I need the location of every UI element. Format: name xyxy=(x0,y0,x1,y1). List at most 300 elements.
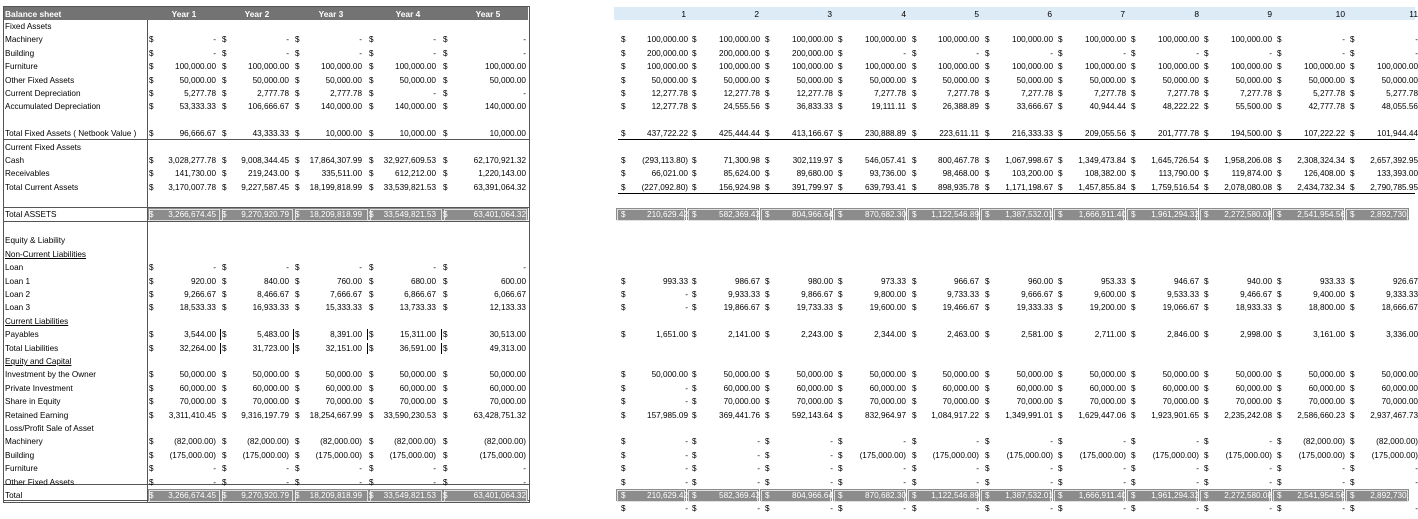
cell-value[interactable]: - xyxy=(1050,48,1053,58)
cell-value[interactable]: - xyxy=(1415,477,1418,487)
cell-value[interactable]: 30,513.00 xyxy=(489,330,526,340)
cell-value[interactable]: 50,000.00 xyxy=(325,75,362,85)
cell-value[interactable]: - xyxy=(685,504,688,514)
cell-value[interactable]: - xyxy=(757,464,760,474)
cell-value[interactable]: - xyxy=(757,450,760,460)
cell-value[interactable]: 50,000.00 xyxy=(1016,75,1053,85)
cell-value[interactable]: 60,000.00 xyxy=(252,383,289,393)
cell-value[interactable]: - xyxy=(830,464,833,474)
cell-value[interactable]: 926.67 xyxy=(1392,276,1418,286)
cell-value[interactable]: 50,000.00 xyxy=(1162,370,1199,380)
cell-value[interactable]: 50,000.00 xyxy=(325,370,362,380)
cell-value[interactable]: - xyxy=(286,263,289,273)
cell-value[interactable]: 50,000.00 xyxy=(179,370,216,380)
cell-value[interactable]: 100,000.00 xyxy=(1085,35,1126,45)
cell-value[interactable]: (175,000.00) xyxy=(315,450,362,460)
cell-value[interactable]: (293,113.80) xyxy=(642,156,688,165)
cell-value[interactable]: 60,000.00 xyxy=(399,383,436,393)
cell-value[interactable]: 1,084,917.22 xyxy=(931,410,979,420)
cell-value[interactable]: 2,541,954.56 xyxy=(1297,491,1345,500)
cell-value[interactable]: 1,961,294.32 xyxy=(1151,209,1199,219)
cell-value[interactable]: 18,800.00 xyxy=(1308,303,1345,313)
cell-value[interactable]: 2,777.78 xyxy=(257,89,289,98)
cell-value[interactable]: 413,166.67 xyxy=(792,129,833,139)
cell-value[interactable]: 1,457,855.84 xyxy=(1078,182,1126,192)
cell-value[interactable]: 5,483.00 xyxy=(257,330,289,340)
cell-value[interactable]: 100,000.00 xyxy=(485,62,526,72)
cell-value[interactable]: 194,500.00 xyxy=(1231,129,1272,139)
cell-value[interactable]: 5,277.78 xyxy=(184,89,216,98)
cell-value[interactable]: 96,666.67 xyxy=(179,129,216,139)
cell-value[interactable]: 2,777.78 xyxy=(330,89,362,98)
cell-value[interactable]: 50,000.00 xyxy=(723,370,760,380)
cell-value[interactable]: - xyxy=(286,35,289,45)
cell-value[interactable]: 1,666,911.40 xyxy=(1078,209,1126,219)
cell-value[interactable]: (82,000.00) xyxy=(247,437,289,447)
cell-value[interactable]: 1,067,998.67 xyxy=(1005,156,1053,165)
cell-value[interactable]: - xyxy=(830,437,833,447)
cell-value[interactable]: - xyxy=(433,477,436,487)
cell-value[interactable]: 7,277.78 xyxy=(947,89,979,98)
cell-value[interactable]: 980.00 xyxy=(807,276,833,286)
cell-value[interactable]: 100,000.00 xyxy=(647,62,688,72)
cell-value[interactable]: 63,401,064.32 xyxy=(473,209,526,219)
cell-value[interactable]: 600.00 xyxy=(500,276,526,286)
cell-value[interactable]: 126,408.00 xyxy=(1304,169,1345,179)
cell-value[interactable]: (82,000.00) xyxy=(174,437,216,447)
cell-value[interactable]: 2,434,732.34 xyxy=(1297,182,1345,192)
cell-value[interactable]: 1,220,143.00 xyxy=(478,169,526,179)
cell-value[interactable]: 107,222.22 xyxy=(1304,129,1345,139)
cell-value[interactable]: - xyxy=(433,263,436,273)
cell-value[interactable]: 7,277.78 xyxy=(1240,89,1272,98)
cell-value[interactable]: 437,722.22 xyxy=(647,129,688,139)
cell-value[interactable]: 9,733.33 xyxy=(947,290,979,299)
cell-value[interactable]: 100,000.00 xyxy=(865,35,906,45)
cell-value[interactable]: 60,000.00 xyxy=(325,383,362,393)
cell-value[interactable]: 63,428,751.32 xyxy=(473,410,526,420)
cell-value[interactable]: - xyxy=(213,263,216,273)
cell-value[interactable]: 50,000.00 xyxy=(1235,75,1272,85)
cell-value[interactable]: 70,000.00 xyxy=(1089,397,1126,407)
cell-value[interactable]: 100,000.00 xyxy=(1012,62,1053,72)
cell-value[interactable]: 3,028,277.78 xyxy=(168,156,216,165)
cell-value[interactable]: 6,866.67 xyxy=(404,290,436,299)
cell-value[interactable]: - xyxy=(523,477,526,487)
cell-value[interactable]: 2,078,080.08 xyxy=(1224,182,1272,192)
cell-value[interactable]: 800,467.78 xyxy=(938,156,979,165)
cell-value[interactable]: 140,000.00 xyxy=(485,102,526,112)
cell-value[interactable]: 36,833.33 xyxy=(796,102,833,112)
cell-value[interactable]: 108,382.00 xyxy=(1085,169,1126,179)
cell-value[interactable]: - xyxy=(1123,504,1126,514)
cell-value[interactable]: 141,730.00 xyxy=(175,169,216,179)
cell-value[interactable]: (175,000.00) xyxy=(389,450,436,460)
cell-value[interactable]: 946.67 xyxy=(1173,276,1199,286)
cell-value[interactable]: 870,682.30 xyxy=(865,491,906,500)
cell-value[interactable]: 71,300.98 xyxy=(723,156,760,165)
cell-value[interactable]: 10,000.00 xyxy=(325,129,362,139)
cell-value[interactable]: - xyxy=(685,303,688,313)
cell-value[interactable]: 425,444.44 xyxy=(719,129,760,139)
cell-value[interactable]: 2,846.00 xyxy=(1167,330,1199,340)
cell-value[interactable]: 7,277.78 xyxy=(1167,89,1199,98)
cell-value[interactable]: - xyxy=(685,397,688,407)
cell-value[interactable]: 12,277.78 xyxy=(723,89,760,98)
cell-value[interactable]: 8,466.67 xyxy=(257,290,289,299)
cell-value[interactable]: 18,533.33 xyxy=(179,303,216,313)
cell-value[interactable]: 12,277.78 xyxy=(796,89,833,98)
cell-value[interactable]: 9,800.00 xyxy=(874,290,906,299)
cell-value[interactable]: - xyxy=(1123,437,1126,447)
cell-value[interactable]: 55,500.00 xyxy=(1235,102,1272,112)
cell-value[interactable]: 13,733.33 xyxy=(399,303,436,313)
cell-value[interactable]: 100,000.00 xyxy=(865,62,906,72)
cell-value[interactable]: 33,539,821.53 xyxy=(383,182,436,192)
cell-value[interactable]: 100,000.00 xyxy=(719,62,760,72)
cell-value[interactable]: 100,000.00 xyxy=(175,62,216,72)
cell-value[interactable]: 3,161.00 xyxy=(1313,330,1345,340)
cell-value[interactable]: 3,266,674.45 xyxy=(168,491,216,500)
cell-value[interactable]: 210,629.42 xyxy=(647,491,688,500)
cell-value[interactable]: 1,387,532.01 xyxy=(1005,491,1053,500)
cell-value[interactable]: 50,000.00 xyxy=(252,75,289,85)
cell-value[interactable]: - xyxy=(685,437,688,447)
cell-value[interactable]: 98,468.00 xyxy=(942,169,979,179)
cell-value[interactable]: 50,000.00 xyxy=(179,75,216,85)
cell-value[interactable]: 1,961,294.32 xyxy=(1151,491,1199,500)
cell-value[interactable]: 70,000.00 xyxy=(1235,397,1272,407)
cell-value[interactable]: 804,966.64 xyxy=(792,209,833,219)
cell-value[interactable]: 9,266.67 xyxy=(184,290,216,299)
cell-value[interactable]: 3,170,007.78 xyxy=(168,182,216,192)
cell-value[interactable]: 85,624.00 xyxy=(723,169,760,179)
cell-value[interactable]: - xyxy=(433,35,436,45)
cell-value[interactable]: 230,888.89 xyxy=(865,129,906,139)
cell-value[interactable]: 19,600.00 xyxy=(869,303,906,313)
cell-value[interactable]: (82,000.00) xyxy=(394,437,436,447)
cell-value[interactable]: 15,311.00 xyxy=(400,330,436,340)
cell-value[interactable]: - xyxy=(359,464,362,474)
cell-value[interactable]: 804,966.64 xyxy=(792,491,833,500)
cell-value[interactable]: 50,000.00 xyxy=(1381,370,1418,380)
cell-value[interactable]: 70,000.00 xyxy=(942,397,979,407)
cell-value[interactable]: (175,000.00) xyxy=(932,450,979,460)
cell-value[interactable]: 50,000.00 xyxy=(1235,370,1272,380)
cell-value[interactable]: - xyxy=(359,477,362,487)
cell-value[interactable]: 9,400.00 xyxy=(1313,290,1345,299)
cell-value[interactable]: 2,892,730.40 xyxy=(1370,209,1418,219)
cell-value[interactable]: - xyxy=(1342,35,1345,45)
cell-value[interactable]: 49,313.00 xyxy=(489,343,526,353)
cell-value[interactable]: - xyxy=(1050,464,1053,474)
cell-value[interactable]: - xyxy=(1342,504,1345,514)
cell-value[interactable]: 50,000.00 xyxy=(869,75,906,85)
cell-value[interactable]: 612,212.00 xyxy=(395,169,436,179)
cell-value[interactable]: 50,000.00 xyxy=(651,75,688,85)
cell-value[interactable]: 5,277.78 xyxy=(1386,89,1418,98)
cell-value[interactable]: 1,387,532.01 xyxy=(1005,209,1053,219)
cell-value[interactable]: 973.33 xyxy=(880,276,906,286)
cell-value[interactable]: 9,316,197.79 xyxy=(241,410,289,420)
cell-value[interactable]: 36,591.00 xyxy=(399,343,436,353)
cell-value[interactable]: 156,924.98 xyxy=(719,182,760,192)
cell-value[interactable]: 10,000.00 xyxy=(399,129,436,139)
cell-value[interactable]: 50,000.00 xyxy=(1308,370,1345,380)
cell-value[interactable]: - xyxy=(685,450,688,460)
cell-value[interactable]: 50,000.00 xyxy=(869,370,906,380)
cell-value[interactable]: 50,000.00 xyxy=(796,75,833,85)
cell-value[interactable]: 200,000.00 xyxy=(647,48,688,58)
cell-value[interactable]: 100,000.00 xyxy=(248,62,289,72)
cell-value[interactable]: 680.00 xyxy=(410,276,436,286)
cell-value[interactable]: 9,270,920.79 xyxy=(241,209,289,219)
cell-value[interactable]: 2,243.00 xyxy=(801,330,833,340)
cell-value[interactable]: 1,349,473.84 xyxy=(1078,156,1126,165)
cell-value[interactable]: 48,222.22 xyxy=(1162,102,1199,112)
cell-value[interactable]: 50,000.00 xyxy=(1016,370,1053,380)
cell-value[interactable]: 7,666.67 xyxy=(330,290,362,299)
cell-value[interactable]: 582,369.43 xyxy=(719,491,760,500)
cell-value[interactable]: (175,000.00) xyxy=(859,450,906,460)
cell-value[interactable]: 1,651.00 xyxy=(656,330,688,340)
cell-value[interactable]: 60,000.00 xyxy=(796,383,833,393)
cell-value[interactable]: - xyxy=(976,464,979,474)
cell-value[interactable]: - xyxy=(830,477,833,487)
cell-value[interactable]: - xyxy=(976,477,979,487)
cell-value[interactable]: - xyxy=(1415,35,1418,45)
cell-value[interactable]: - xyxy=(213,48,216,58)
cell-value[interactable]: - xyxy=(1415,504,1418,514)
cell-value[interactable]: - xyxy=(685,290,688,299)
cell-value[interactable]: 70,000.00 xyxy=(723,397,760,407)
cell-value[interactable]: 60,000.00 xyxy=(1308,383,1345,393)
cell-value[interactable]: 2,581.00 xyxy=(1021,330,1053,340)
cell-value[interactable]: 1,666,911.40 xyxy=(1078,491,1126,500)
cell-value[interactable]: 19,111.11 xyxy=(871,102,906,112)
cell-value[interactable]: 9,227,587.45 xyxy=(241,182,289,192)
cell-value[interactable]: 19,200.00 xyxy=(1089,303,1126,313)
cell-value[interactable]: 70,000.00 xyxy=(1381,397,1418,407)
cell-value[interactable]: 592,143.64 xyxy=(792,410,833,420)
cell-value[interactable]: 1,122,546.89 xyxy=(931,491,979,500)
cell-value[interactable]: - xyxy=(830,504,833,514)
cell-value[interactable]: 391,799.97 xyxy=(792,182,833,192)
cell-value[interactable]: 140,000.00 xyxy=(395,102,436,112)
cell-value[interactable]: 100,000.00 xyxy=(395,62,436,72)
cell-value[interactable]: 33,549,821.53 xyxy=(383,491,436,500)
cell-value[interactable]: - xyxy=(903,477,906,487)
cell-value[interactable]: 43,333.33 xyxy=(252,129,289,139)
cell-value[interactable]: 7,277.78 xyxy=(1094,89,1126,98)
cell-value[interactable]: 216,333.33 xyxy=(1012,129,1053,139)
cell-value[interactable]: 3,266,674.45 xyxy=(168,209,216,219)
cell-value[interactable]: 12,133.33 xyxy=(489,303,526,313)
cell-value[interactable]: (175,000.00) xyxy=(242,450,289,460)
cell-value[interactable]: 9,866.67 xyxy=(801,290,833,299)
cell-value[interactable]: 19,733.33 xyxy=(796,303,833,313)
cell-value[interactable]: - xyxy=(976,48,979,58)
cell-value[interactable]: - xyxy=(1342,464,1345,474)
cell-value[interactable]: (82,000.00) xyxy=(484,437,526,447)
cell-value[interactable]: 50,000.00 xyxy=(1308,75,1345,85)
cell-value[interactable]: 840.00 xyxy=(263,276,289,286)
cell-value[interactable]: 19,466.67 xyxy=(942,303,979,313)
cell-value[interactable]: - xyxy=(523,48,526,58)
cell-value[interactable]: 3,544.00 xyxy=(184,330,216,340)
cell-value[interactable]: 2,586,660.23 xyxy=(1297,410,1345,420)
cell-value[interactable]: 106,666.67 xyxy=(248,102,289,112)
cell-value[interactable]: 100,000.00 xyxy=(938,62,979,72)
cell-value[interactable]: 7,277.78 xyxy=(1021,89,1053,98)
cell-value[interactable]: - xyxy=(359,48,362,58)
cell-value[interactable]: - xyxy=(1269,464,1272,474)
cell-value[interactable]: 50,000.00 xyxy=(723,75,760,85)
cell-value[interactable]: 32,264.00 xyxy=(179,343,216,353)
cell-value[interactable]: 9,933.33 xyxy=(728,290,760,299)
cell-value[interactable]: - xyxy=(685,477,688,487)
cell-value[interactable]: - xyxy=(1269,477,1272,487)
cell-value[interactable]: 15,333.33 xyxy=(325,303,362,313)
cell-value[interactable]: - xyxy=(523,464,526,474)
cell-value[interactable]: 32,151.00 xyxy=(325,343,362,353)
cell-value[interactable]: 2,657,392.95 xyxy=(1370,156,1418,165)
cell-value[interactable]: - xyxy=(359,263,362,273)
cell-value[interactable]: 1,171,198.67 xyxy=(1005,182,1053,192)
cell-value[interactable]: 48,055.56 xyxy=(1381,102,1418,112)
cell-value[interactable]: 9,600.00 xyxy=(1094,290,1126,299)
cell-value[interactable]: 60,000.00 xyxy=(869,383,906,393)
cell-value[interactable]: 63,401,064.32 xyxy=(473,491,526,500)
cell-value[interactable]: 100,000.00 xyxy=(792,35,833,45)
cell-value[interactable]: 920.00 xyxy=(190,276,216,286)
cell-value[interactable]: - xyxy=(1196,504,1199,514)
cell-value[interactable]: 2,272,580.08 xyxy=(1224,491,1272,500)
cell-value[interactable]: 89,680.00 xyxy=(796,169,833,179)
cell-value[interactable]: 2,235,242.08 xyxy=(1224,410,1272,420)
cell-value[interactable]: 60,000.00 xyxy=(179,383,216,393)
cell-value[interactable]: - xyxy=(433,464,436,474)
cell-value[interactable]: - xyxy=(433,48,436,58)
cell-value[interactable]: - xyxy=(286,477,289,487)
cell-value[interactable]: - xyxy=(1123,48,1126,58)
cell-value[interactable]: 50,000.00 xyxy=(1381,75,1418,85)
cell-value[interactable]: - xyxy=(1269,48,1272,58)
cell-value[interactable]: - xyxy=(213,35,216,45)
cell-value[interactable]: 2,937,467.73 xyxy=(1370,410,1418,420)
cell-value[interactable]: 209,055.56 xyxy=(1085,129,1126,139)
cell-value[interactable]: 9,008,344.45 xyxy=(241,156,289,165)
cell-value[interactable]: 1,349,991.01 xyxy=(1005,410,1053,420)
cell-value[interactable]: 9,666.67 xyxy=(1021,290,1053,299)
cell-value[interactable]: (175,000.00) xyxy=(1152,450,1199,460)
cell-value[interactable]: - xyxy=(1269,437,1272,447)
cell-value[interactable]: 223,611.11 xyxy=(939,129,979,139)
cell-value[interactable]: 100,000.00 xyxy=(321,62,362,72)
cell-value[interactable]: - xyxy=(903,464,906,474)
cell-value[interactable]: - xyxy=(359,35,362,45)
cell-value[interactable]: - xyxy=(685,383,688,393)
cell-value[interactable]: 100,000.00 xyxy=(1304,62,1345,72)
cell-value[interactable]: - xyxy=(757,504,760,514)
cell-value[interactable]: 33,666.67 xyxy=(1016,102,1053,112)
cell-value[interactable]: 50,000.00 xyxy=(399,370,436,380)
cell-value[interactable]: 2,892,730.40 xyxy=(1370,491,1418,500)
cell-value[interactable]: - xyxy=(976,504,979,514)
cell-value[interactable]: 100,000.00 xyxy=(1377,62,1418,72)
cell-value[interactable]: 100,000.00 xyxy=(1085,62,1126,72)
cell-value[interactable]: 70,000.00 xyxy=(869,397,906,407)
cell-value[interactable]: 100,000.00 xyxy=(938,35,979,45)
cell-value[interactable]: 1,958,206.08 xyxy=(1224,156,1272,165)
cell-value[interactable]: 100,000.00 xyxy=(1231,62,1272,72)
cell-value[interactable]: - xyxy=(903,437,906,447)
cell-value[interactable]: 986.67 xyxy=(734,276,760,286)
cell-value[interactable]: 302,119.97 xyxy=(792,156,833,165)
cell-value[interactable]: (175,000.00) xyxy=(1371,450,1418,460)
cell-value[interactable]: 993.33 xyxy=(662,276,688,286)
cell-value[interactable]: 50,000.00 xyxy=(942,75,979,85)
cell-value[interactable]: 898,935.78 xyxy=(938,182,979,192)
cell-value[interactable]: 103,200.00 xyxy=(1012,169,1053,179)
cell-value[interactable]: 17,864,307.99 xyxy=(309,156,362,165)
cell-value[interactable]: 201,777.78 xyxy=(1158,129,1199,139)
cell-value[interactable]: 639,793.41 xyxy=(865,182,906,192)
cell-value[interactable]: 62,170,921.32 xyxy=(473,156,526,165)
cell-value[interactable]: 966.67 xyxy=(953,276,979,286)
cell-value[interactable]: 18,199,818.99 xyxy=(309,182,362,192)
cell-value[interactable]: 70,000.00 xyxy=(489,397,526,407)
cell-value[interactable]: 70,000.00 xyxy=(252,397,289,407)
cell-value[interactable]: - xyxy=(1415,464,1418,474)
cell-value[interactable]: (82,000.00) xyxy=(1376,437,1418,447)
cell-value[interactable]: - xyxy=(523,35,526,45)
cell-value[interactable]: - xyxy=(433,89,436,98)
cell-value[interactable]: - xyxy=(213,477,216,487)
cell-value[interactable]: 60,000.00 xyxy=(489,383,526,393)
cell-value[interactable]: 7,277.78 xyxy=(874,89,906,98)
cell-value[interactable]: - xyxy=(685,464,688,474)
cell-value[interactable]: 953.33 xyxy=(1100,276,1126,286)
cell-value[interactable]: 200,000.00 xyxy=(719,48,760,58)
cell-value[interactable]: 2,541,954.56 xyxy=(1297,209,1345,219)
cell-value[interactable]: 335,511.00 xyxy=(321,169,362,179)
cell-value[interactable]: 832,964.97 xyxy=(865,410,906,420)
cell-value[interactable]: 960.00 xyxy=(1027,276,1053,286)
cell-value[interactable]: (175,000.00) xyxy=(1079,450,1126,460)
cell-value[interactable]: 18,933.33 xyxy=(1235,303,1272,313)
cell-value[interactable]: - xyxy=(1196,437,1199,447)
cell-value[interactable]: 24,555.56 xyxy=(723,102,760,112)
cell-value[interactable]: - xyxy=(1342,477,1345,487)
cell-value[interactable]: 50,000.00 xyxy=(1089,75,1126,85)
cell-value[interactable]: - xyxy=(1196,48,1199,58)
cell-value[interactable]: 2,711.00 xyxy=(1094,330,1126,340)
cell-value[interactable]: - xyxy=(213,464,216,474)
cell-value[interactable]: 369,441.76 xyxy=(719,410,760,420)
cell-value[interactable]: 53,333.33 xyxy=(179,102,216,112)
cell-value[interactable]: 219,243.00 xyxy=(248,169,289,179)
cell-value[interactable]: (175,000.00) xyxy=(1225,450,1272,460)
cell-value[interactable]: 60,000.00 xyxy=(1235,383,1272,393)
cell-value[interactable]: - xyxy=(523,263,526,273)
cell-value[interactable]: - xyxy=(1123,464,1126,474)
cell-value[interactable]: 940.00 xyxy=(1246,276,1272,286)
cell-value[interactable]: 100,000.00 xyxy=(792,62,833,72)
cell-value[interactable]: - xyxy=(1123,477,1126,487)
cell-value[interactable]: 101,944.44 xyxy=(1377,129,1418,139)
cell-value[interactable]: 50,000.00 xyxy=(942,370,979,380)
